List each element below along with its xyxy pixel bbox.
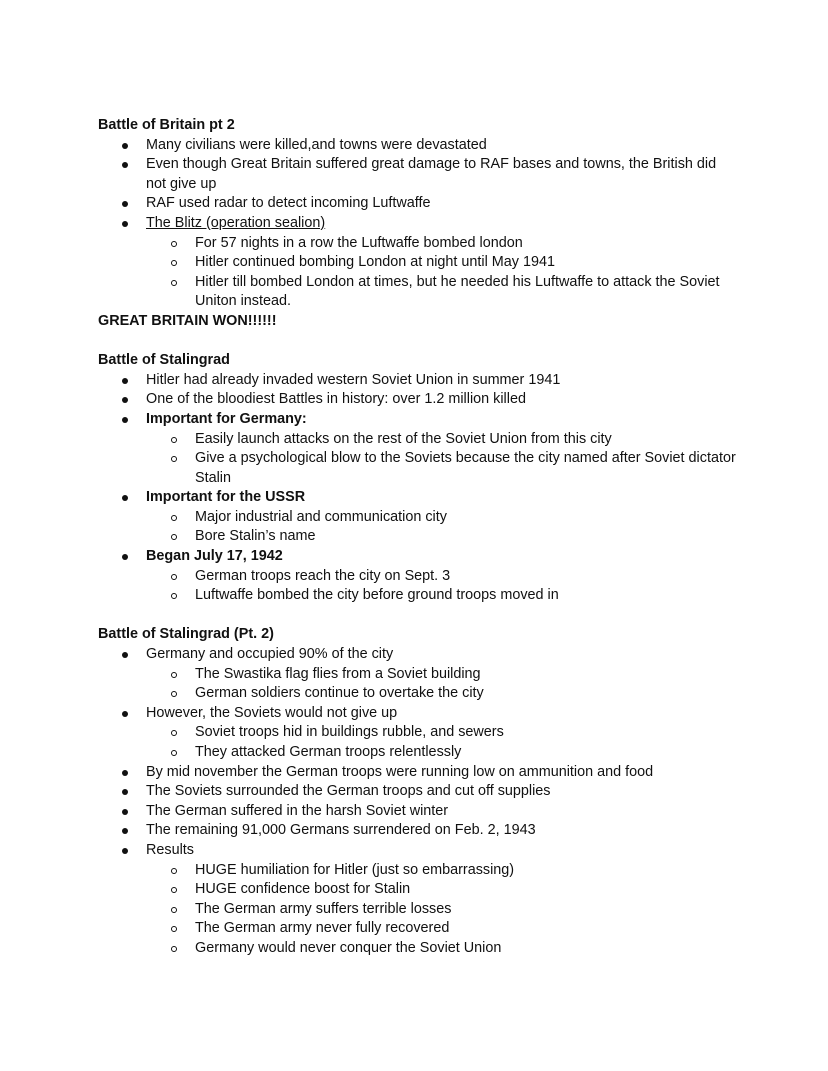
section-heading: Battle of Stalingrad — [98, 352, 230, 369]
sub-list-item — [98, 900, 738, 920]
bullet-circle-icon — [171, 280, 177, 286]
list-item — [98, 841, 738, 861]
bullet-disc-icon — [122, 162, 128, 168]
sub-list-item — [98, 919, 738, 939]
document-body — [98, 116, 738, 959]
list-item-text: Hitler continued bombing London at night until May 1941 — [195, 254, 556, 271]
section-heading: Battle of Britain pt 2 — [98, 117, 235, 133]
section-heading: Battle of Stalingrad (Pt. 2) — [98, 626, 274, 643]
bullet-circle-icon — [171, 672, 177, 678]
bullet-circle-icon — [171, 260, 177, 266]
bullet-circle-icon — [171, 946, 177, 952]
list-item — [98, 763, 738, 783]
blank-line — [98, 332, 738, 352]
sub-list-item — [98, 939, 738, 959]
blank-line — [98, 606, 738, 626]
list-item — [98, 645, 738, 665]
sub-list-item — [98, 861, 738, 881]
list-item — [98, 782, 738, 802]
bullet-disc-icon — [122, 809, 128, 815]
list-item-text: For 57 nights in a row the Luftwaffe bombed london — [195, 234, 523, 251]
bullet-disc-icon — [122, 789, 128, 795]
bullet-disc-icon — [122, 143, 128, 149]
list-item-text: By mid november the German troops were running low on ammunition and food — [146, 763, 654, 780]
list-item — [98, 704, 738, 724]
sub-list-item — [98, 567, 738, 587]
bullet-disc-icon — [122, 397, 128, 403]
sub-list-item — [98, 430, 738, 450]
list-item — [98, 802, 738, 822]
bullet-circle-icon — [171, 907, 177, 913]
sub-list-item — [98, 273, 738, 312]
sub-list-item — [98, 880, 738, 900]
bullet-circle-icon — [171, 730, 177, 736]
list-item-text: HUGE humiliation for Hitler (just so embarrassing) — [195, 861, 515, 878]
sub-list-item — [98, 253, 738, 273]
list-item-text: They attacked German troops relentlessly — [195, 744, 462, 760]
list-item-text: Important for the USSR — [146, 489, 306, 506]
list-item-text: Results — [146, 841, 194, 858]
list-item-text: Germany and occupied 90% of the city — [146, 646, 394, 663]
list-item — [98, 410, 738, 430]
list-item — [98, 136, 738, 156]
list-item-text: The German suffered in the harsh Soviet winter — [146, 802, 449, 819]
list-item-text: The remaining 91,000 Germans surrendered on Feb. 2, 1943 — [146, 822, 536, 839]
bullet-disc-icon — [122, 554, 128, 560]
sub-list-item — [98, 234, 738, 254]
bullet-disc-icon — [122, 652, 128, 658]
list-item-text: Bore Stalin’s name — [195, 528, 316, 545]
bullet-disc-icon — [122, 201, 128, 207]
bullet-disc-icon — [122, 711, 128, 717]
sub-list-item — [98, 684, 738, 704]
sub-list-item — [98, 743, 738, 763]
sub-list-item — [98, 723, 738, 743]
list-item-text: Easily launch attacks on the rest of the Soviet Union from this city — [195, 430, 612, 447]
sub-list-item — [98, 449, 738, 488]
bullet-circle-icon — [171, 750, 177, 756]
list-item-text: Many civilians were killed,and towns were devastated — [146, 136, 487, 153]
bullet-circle-icon — [171, 437, 177, 443]
closing-statement: GREAT BRITAIN WON!!!!!! — [98, 312, 277, 329]
list-item-text: Important for Germany: — [146, 410, 307, 427]
list-item-text: Hitler had already invaded western Soviet Union in summer 1941 — [146, 371, 561, 388]
bullet-circle-icon — [171, 456, 177, 462]
list-item-text: The Soviets surrounded the German troops and cut off supplies — [146, 783, 551, 800]
list-item-text: Give a psychological blow to the Soviets because the city named after Soviet dictator Stalin — [195, 450, 736, 486]
bullet-disc-icon — [122, 495, 128, 501]
list-item-text: RAF used radar to detect incoming Luftwaffe — [146, 195, 431, 212]
list-item-text: German troops reach the city on Sept. 3 — [195, 567, 451, 584]
bullet-circle-icon — [171, 515, 177, 521]
list-item-text: The Swastika flag flies from a Soviet building — [195, 665, 481, 682]
list-item — [98, 194, 738, 214]
list-item-text: However, the Soviets would not give up — [146, 704, 398, 721]
bullet-circle-icon — [171, 574, 177, 580]
list-item-text: HUGE confidence boost for Stalin — [195, 881, 411, 898]
bullet-disc-icon — [122, 848, 128, 854]
bullet-circle-icon — [171, 868, 177, 874]
bullet-disc-icon — [122, 378, 128, 384]
list-item — [98, 155, 738, 194]
list-item-text: The German army suffers terrible losses — [195, 900, 452, 917]
list-item — [98, 214, 738, 234]
list-item — [98, 371, 738, 391]
list-item-text: Hitler till bombed London at times, but he needed his Luftwaffe to attack the Soviet Uniton instead. — [195, 273, 720, 310]
list-item-text: The Blitz (operation sealion) — [146, 214, 326, 231]
list-item-text: Luftwaffe bombed the city before ground troops moved in — [195, 587, 559, 604]
list-item-text: The German army never fully recovered — [195, 920, 450, 937]
bullet-disc-icon — [122, 221, 128, 227]
list-item — [98, 390, 738, 410]
list-item-text: Soviet troops hid in buildings rubble, and sewers — [195, 724, 504, 741]
sub-list-item — [98, 527, 738, 547]
list-item — [98, 821, 738, 841]
bullet-circle-icon — [171, 691, 177, 697]
list-item-text: German soldiers continue to overtake the city — [195, 685, 484, 702]
sub-list-item — [98, 665, 738, 685]
list-item-text: One of the bloodiest Battles in history: over 1.2 million killed — [146, 391, 526, 408]
bullet-circle-icon — [171, 241, 177, 247]
list-item-text: Major industrial and communication city — [195, 508, 447, 525]
list-item-text: Even though Great Britain suffered great damage to RAF bases and towns, the British did not give up — [146, 156, 717, 192]
sub-list-item — [98, 508, 738, 528]
bullet-circle-icon — [171, 593, 177, 599]
bullet-circle-icon — [171, 534, 177, 540]
list-item — [98, 488, 738, 508]
list-item — [98, 547, 738, 567]
bullet-disc-icon — [122, 417, 128, 423]
bullet-disc-icon — [122, 770, 128, 776]
bullet-circle-icon — [171, 887, 177, 893]
sub-list-item — [98, 586, 738, 606]
list-item-text: Began July 17, 1942 — [146, 548, 283, 565]
bullet-circle-icon — [171, 926, 177, 932]
list-item-text: Germany would never conquer the Soviet Union — [195, 939, 502, 956]
bullet-disc-icon — [122, 828, 128, 834]
